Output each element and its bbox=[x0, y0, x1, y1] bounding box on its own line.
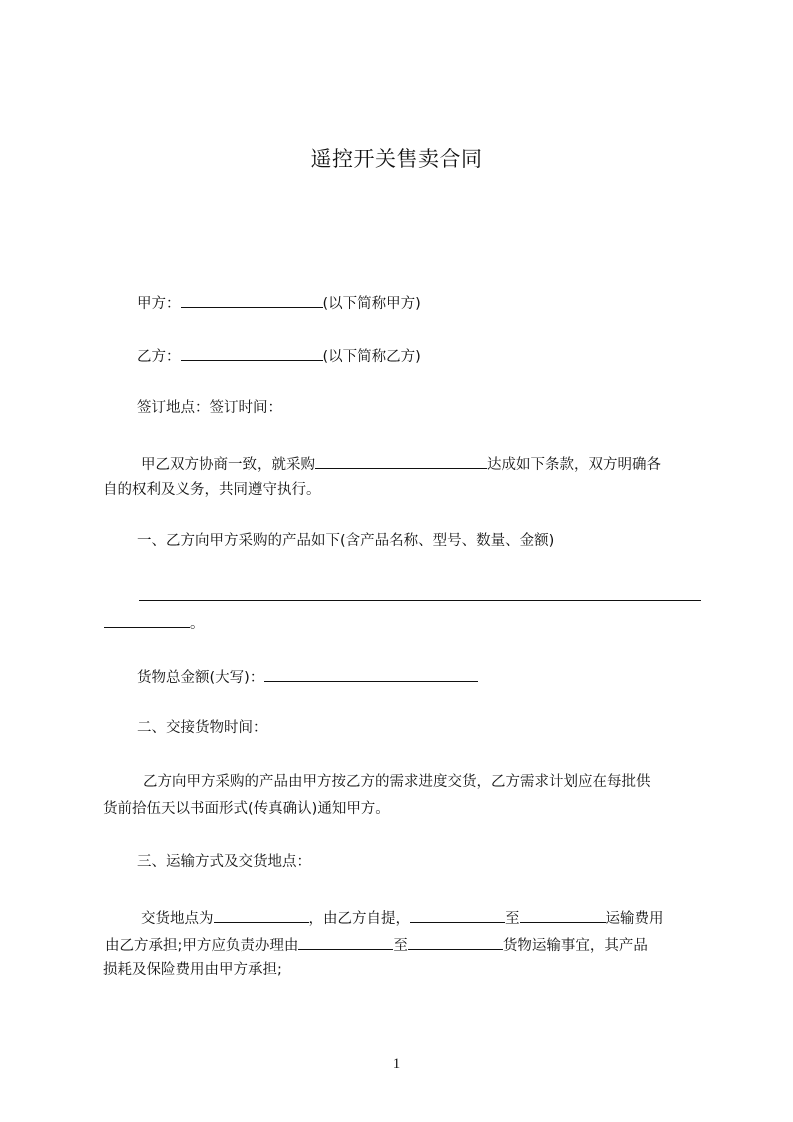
intro-line-2: 自的权利及义务，共同遵守执行。 bbox=[103, 482, 321, 498]
product-list-blank-1 bbox=[139, 584, 701, 601]
party-a-label: 甲方： bbox=[137, 296, 181, 312]
route-to-blank-1 bbox=[520, 906, 606, 923]
intro-line-1 bbox=[141, 452, 661, 475]
product-list-line-1 bbox=[139, 584, 701, 607]
sign-place-time: 签订地点：签订时间： bbox=[137, 400, 282, 416]
route-from-blank-1 bbox=[410, 906, 505, 923]
party-b-suffix: (以下简称乙方) bbox=[322, 349, 421, 365]
product-list-blank-2 bbox=[104, 611, 190, 628]
intro-prefix: 甲乙双方协商一致，就采购 bbox=[141, 457, 315, 473]
delivery-place-label: 交货地点为 bbox=[141, 911, 214, 927]
intro-suffix: 达成如下条款，双方明确各 bbox=[487, 457, 661, 473]
total-amount-label: 货物总金额(大写)： bbox=[137, 670, 265, 686]
product-list-line-2 bbox=[104, 611, 205, 634]
intro-product-blank bbox=[315, 452, 487, 469]
page-title: 遥控开关售卖合同 bbox=[310, 147, 483, 171]
section-2-line-2: 货前拾伍天以书面形式(传真确认)通知甲方。 bbox=[103, 801, 390, 817]
party-a-blank bbox=[181, 291, 323, 308]
section-3-line-1 bbox=[141, 906, 664, 929]
party-a-suffix: (以下简称甲方) bbox=[322, 296, 421, 312]
section-2-heading: 二、交接货物时间： bbox=[137, 720, 268, 736]
route-to-word-2: 至 bbox=[393, 938, 408, 954]
freight-text: 运输费用 bbox=[605, 911, 664, 927]
freight-burden-text: 由乙方承担;甲方应负责办理由 bbox=[105, 938, 299, 954]
party-b-line bbox=[137, 344, 421, 367]
delivery-place-blank bbox=[214, 906, 309, 923]
page-number: 1 bbox=[392, 1056, 401, 1072]
total-amount-line bbox=[137, 665, 478, 688]
product-list-end: 。 bbox=[190, 616, 205, 632]
route-to-blank-2 bbox=[408, 933, 503, 950]
party-b-label: 乙方： bbox=[137, 349, 181, 365]
section-3-line-3: 损耗及保险费用由甲方承担; bbox=[103, 962, 282, 978]
self-pickup-text: ，由乙方自提， bbox=[308, 911, 410, 927]
section-2-line-1: 乙方向甲方采购的产品由甲方按乙方的需求进度交货，乙方需求计划应在每批供 bbox=[143, 774, 651, 790]
section-3-line-2 bbox=[105, 933, 648, 956]
route-from-blank-2 bbox=[298, 933, 393, 950]
route-to-word-1: 至 bbox=[505, 911, 520, 927]
party-b-blank bbox=[181, 344, 323, 361]
party-a-line bbox=[137, 291, 421, 314]
total-amount-blank bbox=[264, 665, 478, 682]
section-3-heading: 三、运输方式及交货地点： bbox=[137, 854, 311, 870]
transport-matters-text: 货物运输事宜，其产品 bbox=[502, 938, 648, 954]
section-1-heading: 一、乙方向甲方采购的产品如下(含产品名称、型号、数量、金额) bbox=[137, 533, 555, 549]
